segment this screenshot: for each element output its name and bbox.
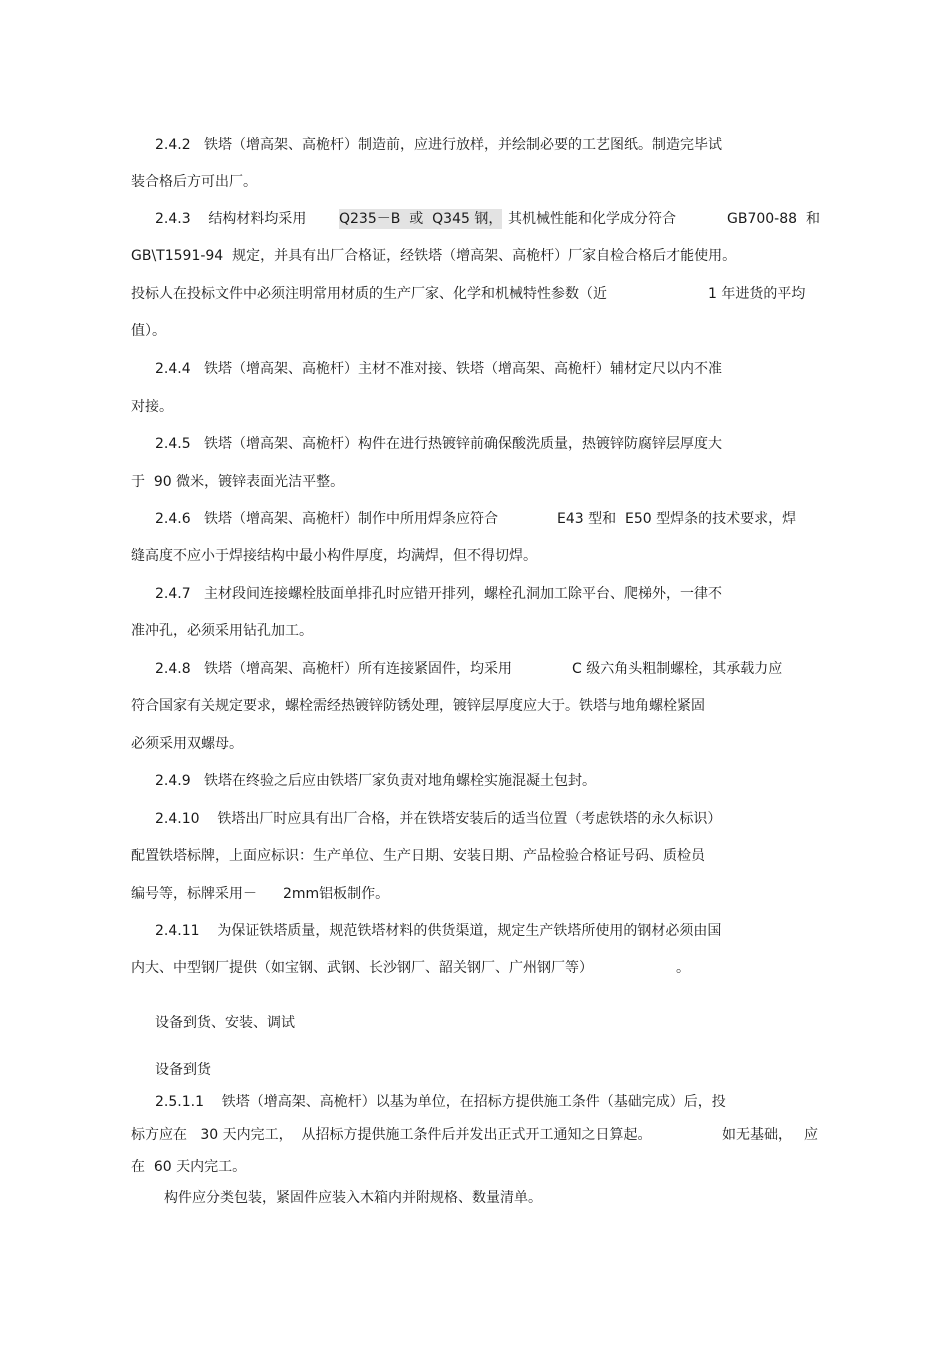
para-2-4-8-line-3: 必须采用双螺母。 <box>131 736 243 752</box>
para-2-4-5-line-2: 于 90 微米，镀锌表面光洁平整。 <box>131 474 345 490</box>
para-2-5-1-1-line-3: 在 60 天内完工。 <box>131 1159 247 1175</box>
para-2-4-4-line-1: 2.4.4 铁塔（增高架、高桅杆）主材不准对接、铁塔（增高架、高桅杆）辅材定尺以内不准 <box>155 361 722 377</box>
para-2-4-11-line-1: 2.4.11 为保证铁塔质量，规范铁塔材料的供货渠道，规定生产铁塔所使用的钢材必须由国 <box>155 923 722 939</box>
para-2-5-1-1-line-2a: 标方应在 30 天内完工， 从招标方提供施工条件后并发出正式开工通知之日算起。 <box>131 1127 652 1143</box>
para-2-4-8-line-1a: 2.4.8 铁塔（增高架、高桅杆）所有连接紧固件，均采用 <box>155 661 512 677</box>
para-2-4-3-line-4: 值）。 <box>131 323 166 339</box>
section-heading-delivery-install: 设备到货、安装、调试 <box>155 1015 295 1031</box>
para-2-4-8-line-2: 符合国家有关规定要求，螺栓需经热镀锌防锈处理，镀锌层厚度应大于。铁塔与地角螺栓紧固 <box>131 698 705 714</box>
para-2-4-7-line-2: 准冲孔，必须采用钻孔加工。 <box>131 623 313 639</box>
para-2-4-3-line-2: GB\T1591-94 规定，并具有出厂合格证，经铁塔（增高架、高桅杆）厂家自检合格后才能使用。 <box>131 248 737 264</box>
para-2-4-11-line-2a: 内大、中型钢厂提供（如宝钢、武钢、长沙钢厂、韶关钢厂、广州钢厂等） <box>131 960 593 976</box>
para-2-5-1-1-line-1: 2.5.1.1 铁塔（增高架、高桅杆）以基为单位，在招标方提供施工条件（基础完成）后，投 <box>155 1094 726 1110</box>
para-2-5-1-1-line-2c: 应 <box>804 1127 818 1143</box>
para-2-4-3-line-3a: 投标人在投标文件中必须注明常用材质的生产厂家、化学和机械特性参数（近 <box>131 286 607 302</box>
para-2-4-10-line-2: 配置铁塔标牌，上面应标识：生产单位、生产日期、安装日期、产品检验合格证号码、质检员 <box>131 848 705 864</box>
para-2-4-10-line-1: 2.4.10 铁塔出厂时应具有出厂合格，并在铁塔安装后的适当位置（考虑铁塔的永久标识） <box>155 811 722 827</box>
subsection-heading-delivery: 设备到货 <box>155 1062 211 1078</box>
packaging-note: 构件应分类包装，紧固件应装入木箱内并附规格、数量清单。 <box>164 1190 542 1206</box>
para-2-4-3-line-1c: 其机械性能和化学成分符合 <box>508 211 676 227</box>
para-2-4-6-line-1a: 2.4.6 铁塔（增高架、高桅杆）制作中所用焊条应符合 <box>155 511 498 527</box>
para-2-4-6-line-2: 缝高度不应小于焊接结构中最小构件厚度，均满焊，但不得切焊。 <box>131 548 537 564</box>
para-2-4-10-line-3b: 2mm铝板制作。 <box>283 886 390 902</box>
para-2-4-4-line-2: 对接。 <box>131 399 173 415</box>
para-2-4-10-line-3a: 编号等，标牌采用－ <box>131 886 257 902</box>
para-2-4-3-material-highlight: Q235－B 或 Q345 钢， <box>339 211 503 227</box>
para-2-4-11-line-2b: 。 <box>676 960 690 976</box>
para-2-4-2-line-2: 装合格后方可出厂。 <box>131 174 257 190</box>
para-2-4-2-line-1: 2.4.2 铁塔（增高架、高桅杆）制造前，应进行放样，并绘制必要的工艺图纸。制造完毕试 <box>155 137 722 153</box>
para-2-4-3-line-1d: GB700-88 和 <box>727 211 820 227</box>
para-2-4-9-line-1: 2.4.9 铁塔在终验之后应由铁塔厂家负责对地角螺栓实施混凝土包封。 <box>155 773 596 789</box>
para-2-4-7-line-1: 2.4.7 主材段间连接螺栓肢面单排孔时应错开排列，螺栓孔洞加工除平台、爬梯外，一律不 <box>155 586 722 602</box>
para-2-5-1-1-line-2b: 如无基础， <box>722 1127 792 1143</box>
para-2-4-8-line-1b: C 级六角头粗制螺栓，其承载力应 <box>572 661 783 677</box>
para-2-4-3-line-3b: 1 年进货的平均 <box>708 286 806 302</box>
para-2-4-6-line-1b: E43 型和 E50 型焊条的技术要求，焊 <box>557 511 797 527</box>
para-2-4-5-line-1: 2.4.5 铁塔（增高架、高桅杆）构件在进行热镀锌前确保酸洗质量，热镀锌防腐锌层厚度大 <box>155 436 722 452</box>
para-2-4-3-line-1a: 2.4.3 结构材料均采用 <box>155 211 307 227</box>
